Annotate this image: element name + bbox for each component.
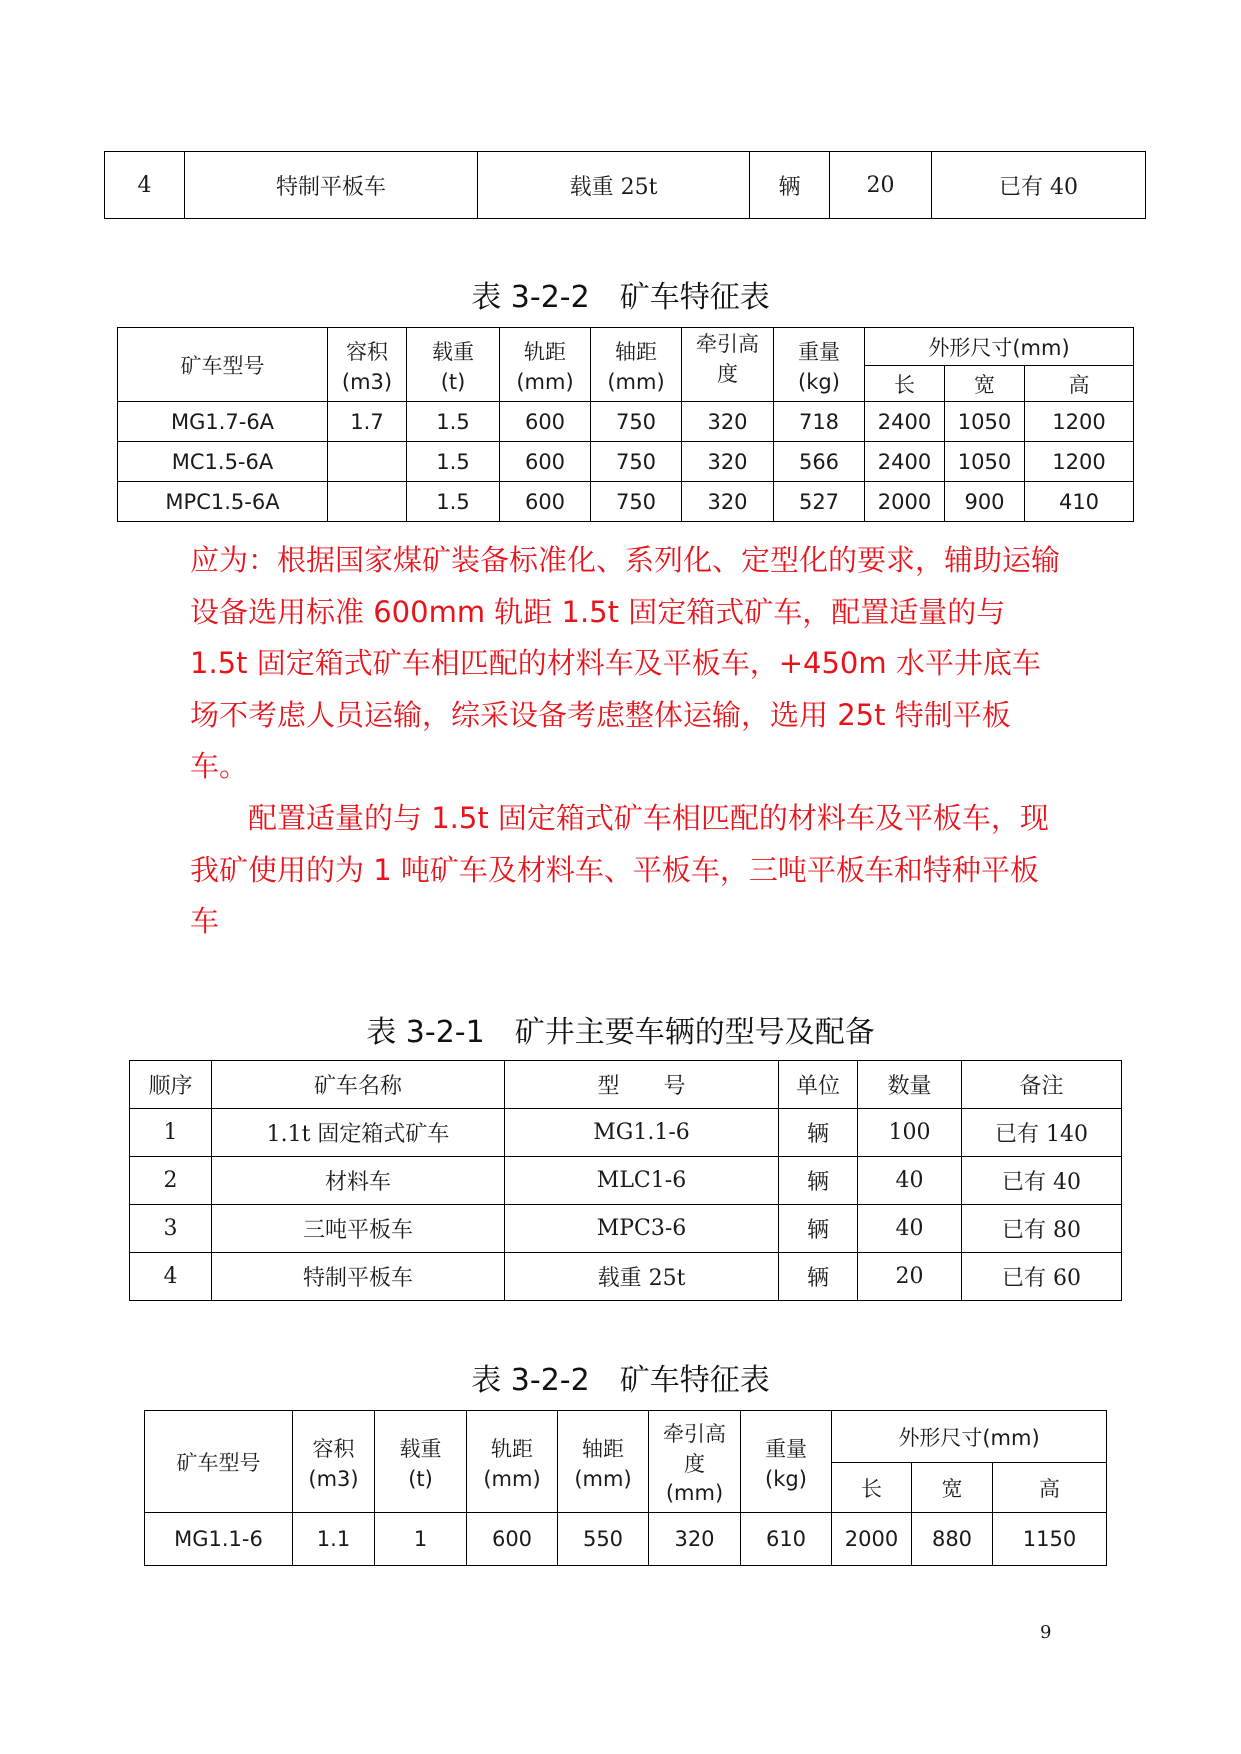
header-unit: (mm): [607, 369, 665, 394]
table-row: [118, 482, 1134, 522]
table-caption: 表 3-2-1 矿井主要车辆的型号及配备: [366, 1015, 875, 1050]
table-cell: 320: [682, 482, 774, 522]
header-label: 载重: [399, 1436, 442, 1461]
table-cell: 材料车: [212, 1157, 505, 1205]
table-cell: 566: [774, 442, 865, 482]
table-cell: 320: [682, 402, 774, 442]
table-cell: 辆: [779, 1157, 858, 1205]
table-cell: 600: [467, 1513, 558, 1566]
table-cell: 1: [375, 1513, 467, 1566]
table-caption: 表 3-2-2 矿车特征表: [471, 280, 770, 315]
table-cell: 1200: [1025, 442, 1134, 482]
header-label: 载重: [432, 339, 474, 364]
table-cell: 特制平板车: [212, 1253, 505, 1301]
table-cell: MPC3-6: [505, 1205, 779, 1253]
header-gauge: [467, 1411, 558, 1513]
table-cell: [328, 482, 407, 522]
header-label: 轨距: [524, 339, 566, 364]
header-unit: (mm): [574, 1466, 632, 1491]
page-number: 9: [1040, 1622, 1052, 1643]
table-cell: 718: [774, 402, 865, 442]
mine-car-characteristics-table: [117, 327, 1134, 522]
header-cell: 数量: [858, 1061, 962, 1109]
header-unit: (m3): [341, 369, 393, 394]
header-label: 重量: [798, 339, 840, 364]
header-cell: 备注: [962, 1061, 1122, 1109]
table-cell: 辆: [779, 1109, 858, 1157]
table-header-row: [145, 1411, 1107, 1463]
header-height: 高: [993, 1463, 1107, 1513]
table-cell: 1.1t 固定箱式矿车: [212, 1109, 505, 1157]
table-cell: 550: [558, 1513, 649, 1566]
table-cell: 2000: [865, 482, 945, 522]
table-cell: 900: [945, 482, 1025, 522]
table-cell: 已有 40: [962, 1157, 1122, 1205]
header-unit: (m3): [308, 1466, 359, 1491]
table-cell: 4: [105, 152, 185, 219]
table-cell: 600: [500, 482, 591, 522]
header-unit: (mm): [483, 1466, 541, 1491]
header-height: 高: [1025, 366, 1134, 402]
table-cell: 1.1: [293, 1513, 375, 1566]
header-dimensions: 外形尺寸(mm): [865, 328, 1134, 366]
table-row: [105, 152, 1146, 219]
table-cell: 辆: [750, 152, 830, 219]
table-cell: 2400: [865, 402, 945, 442]
table-cell: MC1.5-6A: [118, 442, 328, 482]
header-unit: (kg): [765, 1466, 807, 1491]
table-cell: 1.5: [407, 482, 500, 522]
header-load: [407, 328, 500, 402]
header-weight: [774, 328, 865, 402]
mine-car-characteristics-table-revised: [144, 1410, 1107, 1566]
table-cell: [328, 442, 407, 482]
table-cell: 600: [500, 402, 591, 442]
table-cell: 20: [858, 1253, 962, 1301]
table-cell: 1.5: [407, 402, 500, 442]
table-cell: 320: [682, 442, 774, 482]
table-cell: 40: [858, 1157, 962, 1205]
table-cell: 2: [130, 1157, 212, 1205]
header-cell: 顺序: [130, 1061, 212, 1109]
header-label: 容积: [312, 1436, 355, 1461]
table-cell: 750: [591, 482, 682, 522]
table-row: [145, 1513, 1107, 1566]
table-cell: 辆: [779, 1205, 858, 1253]
table-cell: MG1.7-6A: [118, 402, 328, 442]
header-label: 轴距: [582, 1436, 624, 1461]
table-cell: 20: [830, 152, 932, 219]
correction-paragraph-1: 应为：根据国家煤矿装备标准化、系列化、定型化的要求，辅助运输设备选用标准 600mm 轨距 1.5t 固定箱式矿车，配置适量的与 1.5t 固定箱式矿车相匹配的材料车及平板车，+450m 水平井底车场不考虑人员运输，综采设备考虑整体运输，选用 25t 特制平板车。: [190, 543, 1061, 783]
table-cell: 2000: [832, 1513, 912, 1566]
table-cell: 600: [500, 442, 591, 482]
table-cell: 辆: [779, 1253, 858, 1301]
table-cell: 410: [1025, 482, 1134, 522]
table-header-row: [118, 328, 1134, 366]
header-width: 宽: [912, 1463, 993, 1513]
table-cell: 750: [591, 402, 682, 442]
header-load: [375, 1411, 467, 1513]
table-cell: 已有 140: [962, 1109, 1122, 1157]
header-label: 牵引高度: [663, 1421, 726, 1476]
table-cell: 三吨平板车: [212, 1205, 505, 1253]
table-cell: 4: [130, 1253, 212, 1301]
table-cell: 40: [858, 1205, 962, 1253]
header-model: 矿车型号: [118, 328, 328, 402]
table-cell: 320: [649, 1513, 741, 1566]
table-cell: 载重 25t: [478, 152, 750, 219]
table-caption: 表 3-2-2 矿车特征表: [471, 1363, 770, 1398]
table-cell: 已有 60: [962, 1253, 1122, 1301]
table-cell: MPC1.5-6A: [118, 482, 328, 522]
table-header-row: [130, 1061, 1122, 1109]
table-row: [130, 1157, 1122, 1205]
table-row: [130, 1253, 1122, 1301]
header-length: 长: [865, 366, 945, 402]
header-unit: (t): [440, 369, 466, 394]
header-dimensions: 外形尺寸(mm): [832, 1411, 1107, 1463]
header-unit: (kg): [798, 369, 840, 394]
vehicle-allocation-table: [129, 1060, 1122, 1301]
table-cell: 1050: [945, 402, 1025, 442]
table-cell: 2400: [865, 442, 945, 482]
header-unit: (mm): [516, 369, 574, 394]
table-cell: 1150: [993, 1513, 1107, 1566]
header-label: 轨距: [491, 1436, 533, 1461]
header-cell: 单位: [779, 1061, 858, 1109]
correction-paragraph-2: 配置适量的与 1.5t 固定箱式矿车相匹配的材料车及平板车，现我矿使用的为 1 吨矿车及材料车、平板车，三吨平板车和特种平板车: [190, 801, 1049, 938]
table-cell: 3: [130, 1205, 212, 1253]
header-label: 重量: [765, 1436, 807, 1461]
header-model: 矿车型号: [145, 1411, 293, 1513]
header-label: 轴距: [615, 339, 657, 364]
table-cell: 527: [774, 482, 865, 522]
table-cell: 1: [130, 1109, 212, 1157]
header-volume: [328, 328, 407, 402]
table-cell: 100: [858, 1109, 962, 1157]
header-label: 牵引高度: [696, 331, 759, 386]
header-unit: (t): [408, 1466, 433, 1491]
table-cell: MLC1-6: [505, 1157, 779, 1205]
table-cell: MG1.1-6: [145, 1513, 293, 1566]
header-traction-height: [649, 1411, 741, 1513]
header-label: 容积: [346, 339, 388, 364]
table-cell: 610: [741, 1513, 832, 1566]
header-wheelbase: [558, 1411, 649, 1513]
table-row: [118, 442, 1134, 482]
header-wheelbase: [591, 328, 682, 402]
vehicle-table-continuation: [104, 151, 1146, 219]
table-row: [130, 1205, 1122, 1253]
header-volume: [293, 1411, 375, 1513]
table-cell: 载重 25t: [505, 1253, 779, 1301]
header-cell: 矿车名称: [212, 1061, 505, 1109]
header-unit: (mm): [665, 1480, 724, 1505]
header-gauge: [500, 328, 591, 402]
table-cell: 1.5: [407, 442, 500, 482]
header-length: 长: [832, 1463, 912, 1513]
table-row: [118, 402, 1134, 442]
table-cell: 1050: [945, 442, 1025, 482]
header-traction-height: [682, 328, 774, 402]
header-cell: 型 号: [505, 1061, 779, 1109]
table-cell: MG1.1-6: [505, 1109, 779, 1157]
table-row: [130, 1109, 1122, 1157]
table-cell: 1200: [1025, 402, 1134, 442]
header-width: 宽: [945, 366, 1025, 402]
header-weight: [741, 1411, 832, 1513]
table-cell: 特制平板车: [185, 152, 478, 219]
table-cell: 1.7: [328, 402, 407, 442]
table-cell: 已有 80: [962, 1205, 1122, 1253]
table-cell: 750: [591, 442, 682, 482]
table-cell: 已有 40: [932, 152, 1146, 219]
table-cell: 880: [912, 1513, 993, 1566]
